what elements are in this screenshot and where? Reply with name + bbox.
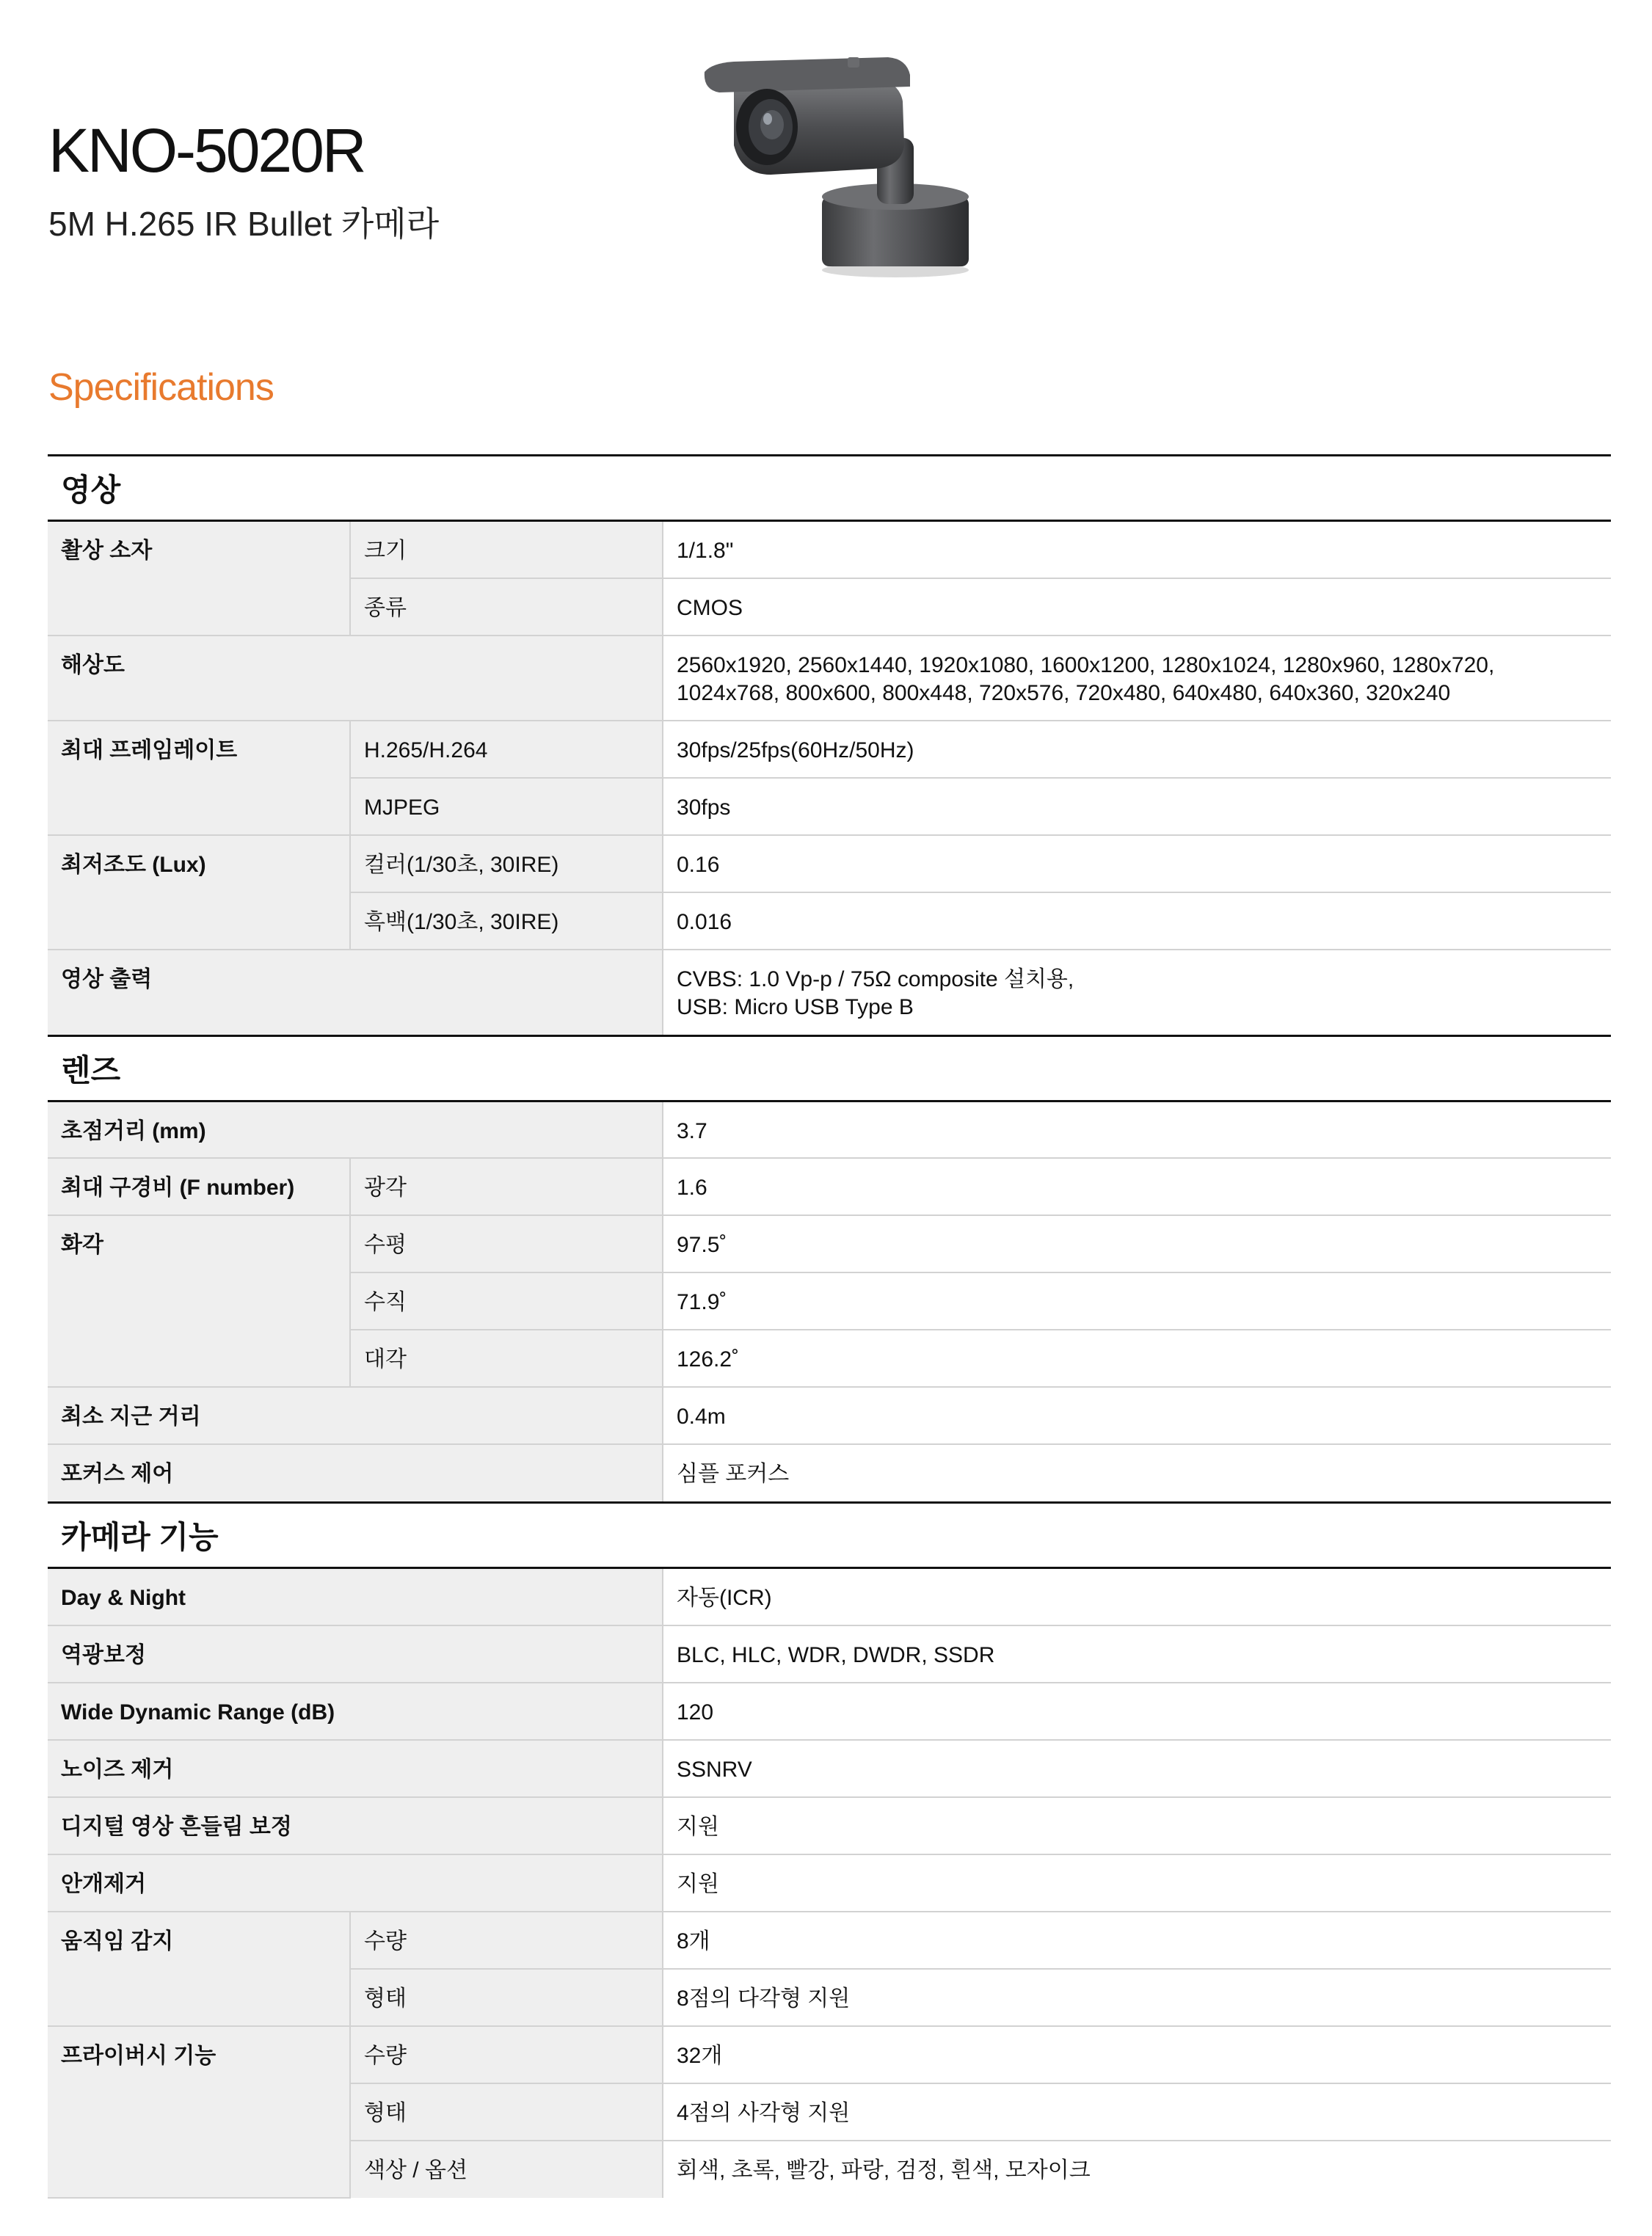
- product-model-title: KNO-5020R: [48, 116, 365, 185]
- spec-value: 2560x1920, 2560x1440, 1920x1080, 1600x1200, 1280x1024, 1280x960, 1280x720, 1024x768, 800x600, 800x448, 720x576, 720x480, 640x480, 640x360, 320x240: [663, 636, 1611, 721]
- spec-value: CVBS: 1.0 Vp-p / 75Ω composite 설치용, USB: Micro USB Type B: [663, 950, 1611, 1035]
- spec-row: [48, 950, 1611, 1035]
- spec-value: 3.7: [663, 1101, 1611, 1158]
- spec-row: [48, 2026, 1611, 2083]
- spec-label: 해상도: [48, 636, 663, 721]
- spec-value: 120: [663, 1683, 1611, 1740]
- spec-label: 디지털 영상 흔들림 보정: [48, 1797, 663, 1854]
- spec-label: 포커스 제어: [48, 1444, 663, 1501]
- spec-row: [48, 835, 1611, 892]
- spec-value: 0.4m: [663, 1387, 1611, 1444]
- spec-label: 최저조도 (Lux): [48, 835, 350, 950]
- spec-row: [48, 1683, 1611, 1740]
- spec-value: 자동(ICR): [663, 1568, 1611, 1625]
- spec-value: 1.6: [663, 1158, 1611, 1215]
- spec-row: [48, 1444, 1611, 1501]
- spec-sublabel: 컬러(1/30초, 30IRE): [350, 835, 663, 892]
- spec-sublabel: 종류: [350, 578, 663, 636]
- product-subtitle: 5M H.265 IR Bullet 카메라: [48, 205, 440, 243]
- section-title: 렌즈: [48, 1035, 1611, 1101]
- spec-label: 노이즈 제거: [48, 1740, 663, 1797]
- spec-value: 30fps/25fps(60Hz/50Hz): [663, 721, 1611, 778]
- spec-sublabel: 수평: [350, 1215, 663, 1272]
- spec-sublabel: 색상 / 옵션: [350, 2141, 663, 2198]
- specifications-table: [48, 454, 1611, 2199]
- spec-label: 최소 지근 거리: [48, 1387, 663, 1444]
- spec-sublabel: 수량: [350, 1912, 663, 1969]
- spec-value: SSNRV: [663, 1740, 1611, 1797]
- spec-sublabel: 흑백(1/30초, 30IRE): [350, 892, 663, 950]
- spec-value: 0.16: [663, 835, 1611, 892]
- spec-value: 126.2˚: [663, 1330, 1611, 1387]
- bullet-camera-image: [690, 57, 998, 277]
- spec-value: 지원: [663, 1854, 1611, 1912]
- spec-sublabel: 광각: [350, 1158, 663, 1215]
- spec-sublabel: 대각: [350, 1330, 663, 1387]
- specifications-heading: Specifications: [48, 366, 274, 409]
- spec-value: 8개: [663, 1912, 1611, 1969]
- spec-value: 1/1.8": [663, 521, 1611, 578]
- spec-row: [48, 1387, 1611, 1444]
- spec-row: [48, 1158, 1611, 1215]
- spec-row: [48, 1101, 1611, 1158]
- spec-value: 32개: [663, 2026, 1611, 2083]
- spec-row: [48, 1215, 1611, 1272]
- spec-section-2: [48, 1501, 1611, 2199]
- spec-value: 30fps: [663, 778, 1611, 835]
- spec-label: 최대 구경비 (F number): [48, 1158, 350, 1215]
- spec-row: [48, 1854, 1611, 1912]
- spec-row: [48, 721, 1611, 778]
- spec-row: [48, 1797, 1611, 1854]
- spec-label: 촬상 소자: [48, 521, 350, 636]
- spec-sublabel: 형태: [350, 1969, 663, 2026]
- spec-row: [48, 1740, 1611, 1797]
- spec-value: 8점의 다각형 지원: [663, 1969, 1611, 2026]
- spec-section-1: [48, 1035, 1611, 1502]
- spec-label: 프라이버시 기능: [48, 2026, 350, 2198]
- spec-value: 회색, 초록, 빨강, 파랑, 검정, 흰색, 모자이크: [663, 2141, 1611, 2198]
- spec-row: [48, 1912, 1611, 1969]
- spec-row: [48, 1625, 1611, 1683]
- spec-sublabel: H.265/H.264: [350, 721, 663, 778]
- spec-label: Wide Dynamic Range (dB): [48, 1683, 663, 1740]
- spec-row: [48, 521, 1611, 578]
- spec-label: 화각: [48, 1215, 350, 1387]
- spec-sublabel: MJPEG: [350, 778, 663, 835]
- spec-label: 안개제거: [48, 1854, 663, 1912]
- spec-label: Day & Night: [48, 1568, 663, 1625]
- spec-label: 초점거리 (mm): [48, 1101, 663, 1158]
- spec-value: 4점의 사각형 지원: [663, 2083, 1611, 2141]
- spec-value: 0.016: [663, 892, 1611, 950]
- spec-value: 97.5˚: [663, 1215, 1611, 1272]
- spec-label: 움직임 감지: [48, 1912, 350, 2026]
- spec-label: 영상 출력: [48, 950, 663, 1035]
- spec-sublabel: 수직: [350, 1272, 663, 1330]
- spec-sublabel: 수량: [350, 2026, 663, 2083]
- spec-value: CMOS: [663, 578, 1611, 636]
- spec-sublabel: 크기: [350, 521, 663, 578]
- section-title: 영상: [48, 456, 1611, 521]
- spec-section-0: [48, 454, 1611, 1035]
- spec-value: BLC, HLC, WDR, DWDR, SSDR: [663, 1625, 1611, 1683]
- spec-value: 71.9˚: [663, 1272, 1611, 1330]
- spec-sublabel: 형태: [350, 2083, 663, 2141]
- spec-label: 역광보정: [48, 1625, 663, 1683]
- spec-label: 최대 프레임레이트: [48, 721, 350, 835]
- spec-value: 지원: [663, 1797, 1611, 1854]
- spec-row: [48, 1568, 1611, 1625]
- spec-row: [48, 636, 1611, 721]
- spec-value: 심플 포커스: [663, 1444, 1611, 1501]
- section-title: 카메라 기능: [48, 1503, 1611, 1568]
